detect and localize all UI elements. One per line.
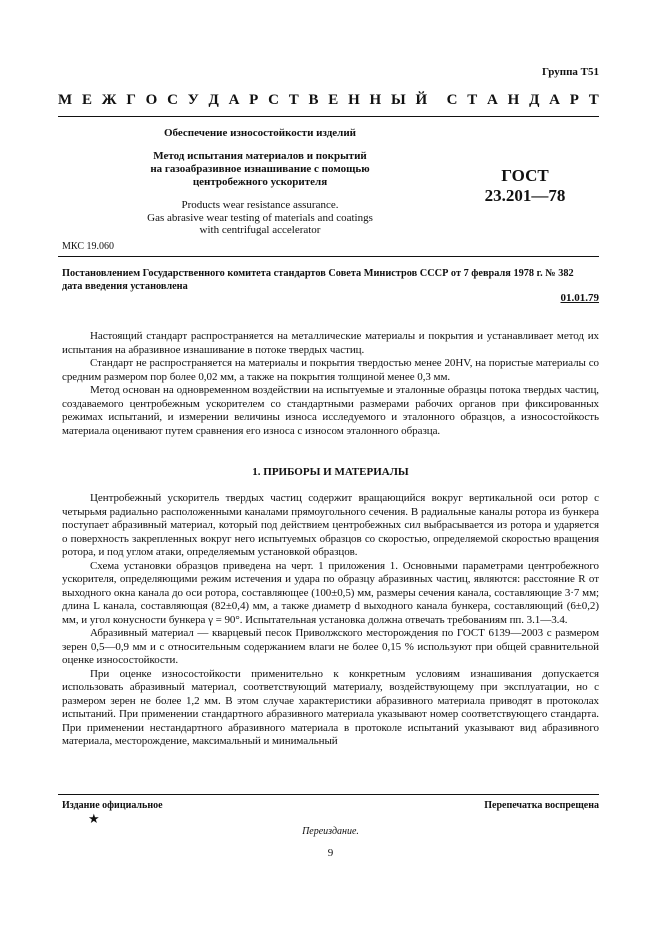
banner-letter: Т [588, 92, 599, 108]
series-title: Обеспечение износостойкости изделий [163, 127, 357, 139]
standard-banner [58, 92, 599, 109]
mks-code: МКС 19.060 [62, 241, 114, 252]
section-paragraph: Схема установки образцов приведена на черт. 1 приложения 1. Основными параметрами центробежного ускорителя, определяющими режим истечения и удара по образцу абразивных частиц, являются: расстояние R от выходного окна канала до оси ротора, составляющее (100±0,5) мм, размеры сечения канала, составляющие 3·7 мм; длина L канала, составляющая (82±0,4) мм, а также диаметр d выходного канала бункера, составляющий (6±0,2) мм, и угол конусности бункера γ = 90°. Испытательная установка должна отвечать требованиям пп. 3.1—3.4. [62, 559, 599, 626]
english-title-line: Products wear resistance assurance. [181, 199, 339, 211]
english-title [110, 199, 410, 237]
banner-letter: О [145, 92, 158, 108]
decree-text [62, 267, 599, 293]
title-block-rule [58, 256, 599, 257]
banner-letter: Т [467, 92, 478, 108]
banner-letter: С [268, 92, 279, 108]
banner-letter: Н [369, 92, 382, 108]
intro-paragraph: Настоящий стандарт распространяется на металлические материалы и покрытия и устанавливает метод их испытания на абразивное изнашивание в потоке твердых частиц. [62, 330, 599, 356]
star-icon: ★ [88, 811, 100, 826]
section-paragraph: Центробежный ускоритель твердых частиц содержит вращающийся вокруг вертикальной оси ротор с четырьмя радиально расположенными каналами прямоугольного сечения. В радиальные каналы ротора из бункера поступает абразивный материал, который под действием центробежных сил выбрасывается из ротора и ударяется о поверхность закрепленных вокруг него испытуемых образцов со скоростью, определяемой скоростью вращения ротора, и под углом атаки, определяемым установкой образцов. [62, 492, 599, 558]
section-paragraph: Абразивный материал — кварцевый песок Приволжского месторождения по ГОСТ 6139—2003 с размером зерен 0,5—0,9 мм и с относительным содержанием влаги не более 0,15 % используют при общей сравнительной оценке износостойкости. [62, 627, 599, 666]
banner-letter: С [167, 92, 178, 108]
intro-paragraph: Метод основан на одновременном воздействии на испытуемые и эталонные образцы потока твердых частиц, создаваемого центробежным ускорителем со стандартными размерами рабочих органов при фиксированных режимах испытаний, и измерении величины износа исследуемого и эталонного образцов, а износостойкость материала оценивают путем сравнения его износа с износом эталонного образца. [62, 384, 599, 437]
banner-letter: Р [249, 92, 259, 108]
banner-letter: А [549, 92, 561, 108]
page-number: 9 [327, 847, 334, 859]
gost-label: ГОСТ [501, 166, 549, 185]
banner-letter: Д [529, 92, 540, 108]
decree-line: дата введения установлена [62, 281, 188, 292]
title-line: Метод испытания материалов и покрытий [153, 150, 367, 162]
section-paragraph: При оценке износостойкости применительно к конкретным условиям изнашивания допускается использовать абразивный материал, соответствующий материалу, воздействующему при эксплуатации, но с размером зерен не более 1,2 мм. В этом случае характеристики абразивного материала приводят в протоколах испытаний. При применении стандартного абразивного материала указывают номер соответствующего стандарта. При применении нестандартного абразивного материала в протоколе испытаний указывают вид абразивного материала, месторождение, максимальный и минимальный [62, 667, 599, 747]
english-title-line: with centrifugal accelerator [199, 224, 321, 236]
effective-date: 01.01.79 [560, 292, 599, 304]
banner-letter: С [446, 92, 458, 108]
banner-letter: Й [415, 92, 428, 108]
banner-letter: А [228, 92, 240, 108]
reprint-prohibited-label: Перепечатка воспрещена [484, 800, 599, 811]
gost-number [455, 166, 595, 206]
banner-letter: А [487, 92, 498, 108]
banner-letter: Е [328, 92, 339, 108]
intro-section [62, 330, 599, 438]
reissue-label: Переиздание. [302, 826, 359, 837]
document-title [110, 150, 410, 189]
banner-letter: Н [507, 92, 520, 108]
banner-letter: Ы [390, 92, 406, 108]
footer-rule [58, 794, 599, 795]
banner-letter: У [187, 92, 199, 108]
gost-code: 23.201—78 [484, 186, 566, 205]
group-label: Группа Т51 [541, 66, 599, 78]
banner-letter: М [58, 92, 73, 108]
banner-letter: Г [126, 92, 136, 108]
decree-line: Постановлением Государственного комитета стандартов Совета Министров СССР от 7 февраля 1978 г. № 382 [62, 268, 574, 279]
title-line: центробежного ускорителя [192, 176, 328, 188]
section-heading: 1. ПРИБОРЫ И МАТЕРИАЛЫ [252, 466, 409, 478]
banner-letter: Т [288, 92, 299, 108]
banner-letter: Н [348, 92, 360, 108]
banner-letter: Ж [101, 92, 117, 108]
banner-letter: Е [81, 92, 92, 108]
top-rule [58, 116, 599, 117]
english-title-line: Gas abrasive wear testing of materials and coatings [147, 211, 373, 224]
title-line: на газоабразивное изнашивание с помощью [150, 163, 370, 175]
banner-letter: В [308, 92, 319, 108]
section-body [62, 492, 599, 749]
banner-letter: Р [569, 92, 579, 108]
official-edition-label: Издание официальное [62, 800, 163, 811]
intro-paragraph: Стандарт не распространяется на материалы и покрытия твердостью менее 20HV, на пористые материалы со средним размером пор более 0,02 мм, а также на покрытия толщиной менее 0,3 мм. [62, 357, 599, 383]
banner-letter: Д [208, 92, 219, 108]
